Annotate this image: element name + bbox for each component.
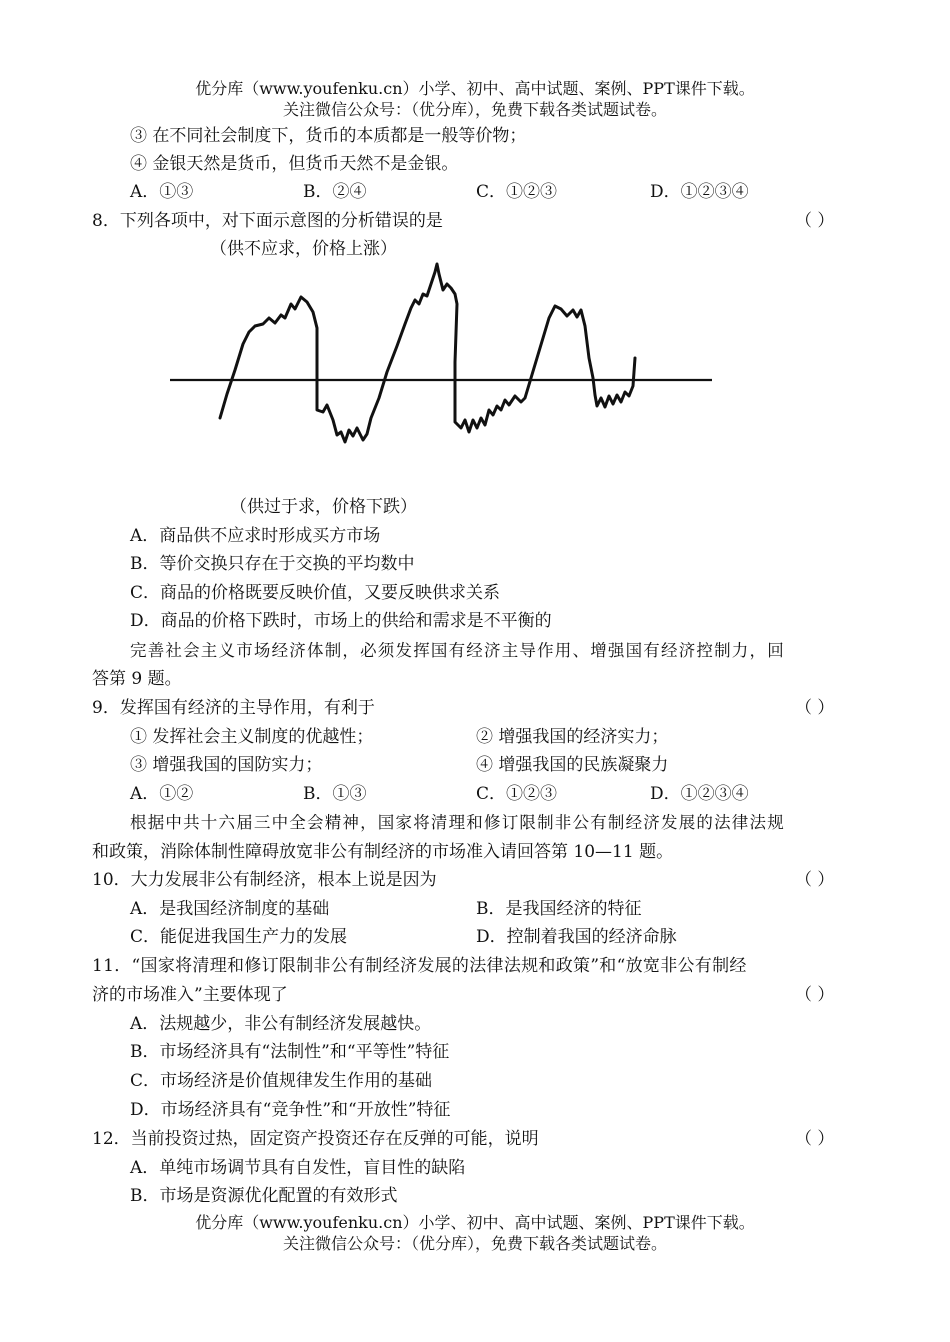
footer-line-2: 关注微信公众号：（优分库），免费下载各类试题试卷。	[282, 1234, 667, 1253]
q8-answer-paren: （ ）	[795, 211, 835, 231]
q9-option-c: C．①②③	[476, 784, 558, 804]
q9-option-b: B．①③	[303, 784, 367, 804]
q8-option-c: C．商品的价格既要反映价值，又要反映供求关系	[130, 583, 501, 603]
q7-item-3: ③ 在不同社会制度下，货币的本质都是一般等价物；	[130, 126, 527, 146]
q11-option-a: A．法规越少，非公有制经济发展越快。	[130, 1014, 432, 1034]
q11-option-d: D．市场经济具有“竞争性”和“开放性”特征	[130, 1100, 451, 1120]
q10-option-b: B．是我国经济的特征	[476, 899, 642, 919]
q12-option-b: B．市场是资源优化配置的有效形式	[130, 1186, 398, 1206]
q9-intro-line-1: 完善社会主义市场经济体制，必须发挥国有经济主导作用、增强国有经济控制力，回	[130, 641, 785, 660]
q9-stem: 9．发挥国有经济的主导作用，有利于	[92, 698, 375, 718]
q10-option-d: D．控制着我国的经济命脉	[476, 927, 677, 947]
q12-answer-paren: （ ）	[795, 1129, 835, 1149]
q12-stem: 12．当前投资过热，固定资产投资还存在反弹的可能，说明	[92, 1129, 539, 1149]
q11-option-b: B．市场经济具有“法制性”和“平等性”特征	[130, 1042, 450, 1062]
q10-option-a: A．是我国经济制度的基础	[130, 899, 330, 919]
q10-intro-line-1: 根据中共十六届三中全会精神，国家将清理和修订限制非公有制经济发展的法律法规	[130, 813, 785, 832]
q11-stem-line-1: 11．“国家将清理和修订限制非公有制经济发展的法律法规和政策”和“放宽非公有制经	[92, 956, 747, 976]
q9-item-2: ② 增强我国的经济实力；	[476, 727, 669, 747]
q9-option-d: D．①②③④	[650, 784, 749, 804]
q8-option-d: D．商品的价格下跌时，市场上的供给和需求是不平衡的	[130, 611, 552, 631]
q9-intro-line-2: 答第 9 题。	[92, 669, 182, 689]
q7-option-c: C．①②③	[476, 182, 558, 202]
q9-item-3: ③ 增强我国的国防实力；	[130, 755, 323, 775]
q11-option-c: C．市场经济是价值规律发生作用的基础	[130, 1071, 433, 1091]
q9-item-1: ① 发挥社会主义制度的优越性；	[130, 727, 374, 747]
q8-option-b: B．等价交换只存在于交换的平均数中	[130, 554, 415, 574]
q8-chart-top-label: （供不应求，价格上涨）	[210, 239, 397, 259]
q11-stem-line-2: 济的市场准入”主要体现了	[92, 985, 288, 1005]
q10-intro-line-2: 和政策，消除体制性障碍放宽非公有制经济的市场准入请回答第 10—11 题。	[92, 842, 674, 862]
q9-option-a: A．①②	[130, 784, 194, 804]
q12-option-a: A．单纯市场调节具有自发性，盲目性的缺陷	[130, 1158, 466, 1178]
header-line-2: 关注微信公众号：（优分库），免费下载各类试题试卷。	[282, 100, 667, 119]
q7-item-4: ④ 金银天然是货币，但货币天然不是金银。	[130, 154, 459, 174]
q8-chart-bottom-label: （供过于求，价格下跌）	[230, 497, 417, 517]
q9-item-4: ④ 增强我国的民族凝聚力	[476, 755, 669, 775]
footer-line-1: 优分库（www.youfenku.cn）小学、初中、高中试题、案例、PPT课件下载。	[195, 1213, 755, 1232]
q10-answer-paren: （ ）	[795, 870, 835, 890]
q7-option-a: A．①③	[130, 182, 194, 202]
q10-stem: 10．大力发展非公有制经济，根本上说是因为	[92, 870, 437, 890]
header-line-1: 优分库（www.youfenku.cn）小学、初中、高中试题、案例、PPT课件下载。	[195, 79, 755, 98]
q8-option-a: A．商品供不应求时形成买方市场	[130, 526, 381, 546]
q9-answer-paren: （ ）	[795, 698, 835, 718]
q8-stem: 8．下列各项中，对下面示意图的分析错误的是	[92, 211, 443, 231]
supply-demand-price-diagram	[165, 260, 725, 470]
q11-answer-paren: （ ）	[795, 985, 835, 1005]
q7-option-b: B．②④	[303, 182, 367, 202]
diagram-price-curve	[220, 264, 635, 442]
q7-option-d: D．①②③④	[650, 182, 749, 202]
q10-option-c: C．能促进我国生产力的发展	[130, 927, 348, 947]
